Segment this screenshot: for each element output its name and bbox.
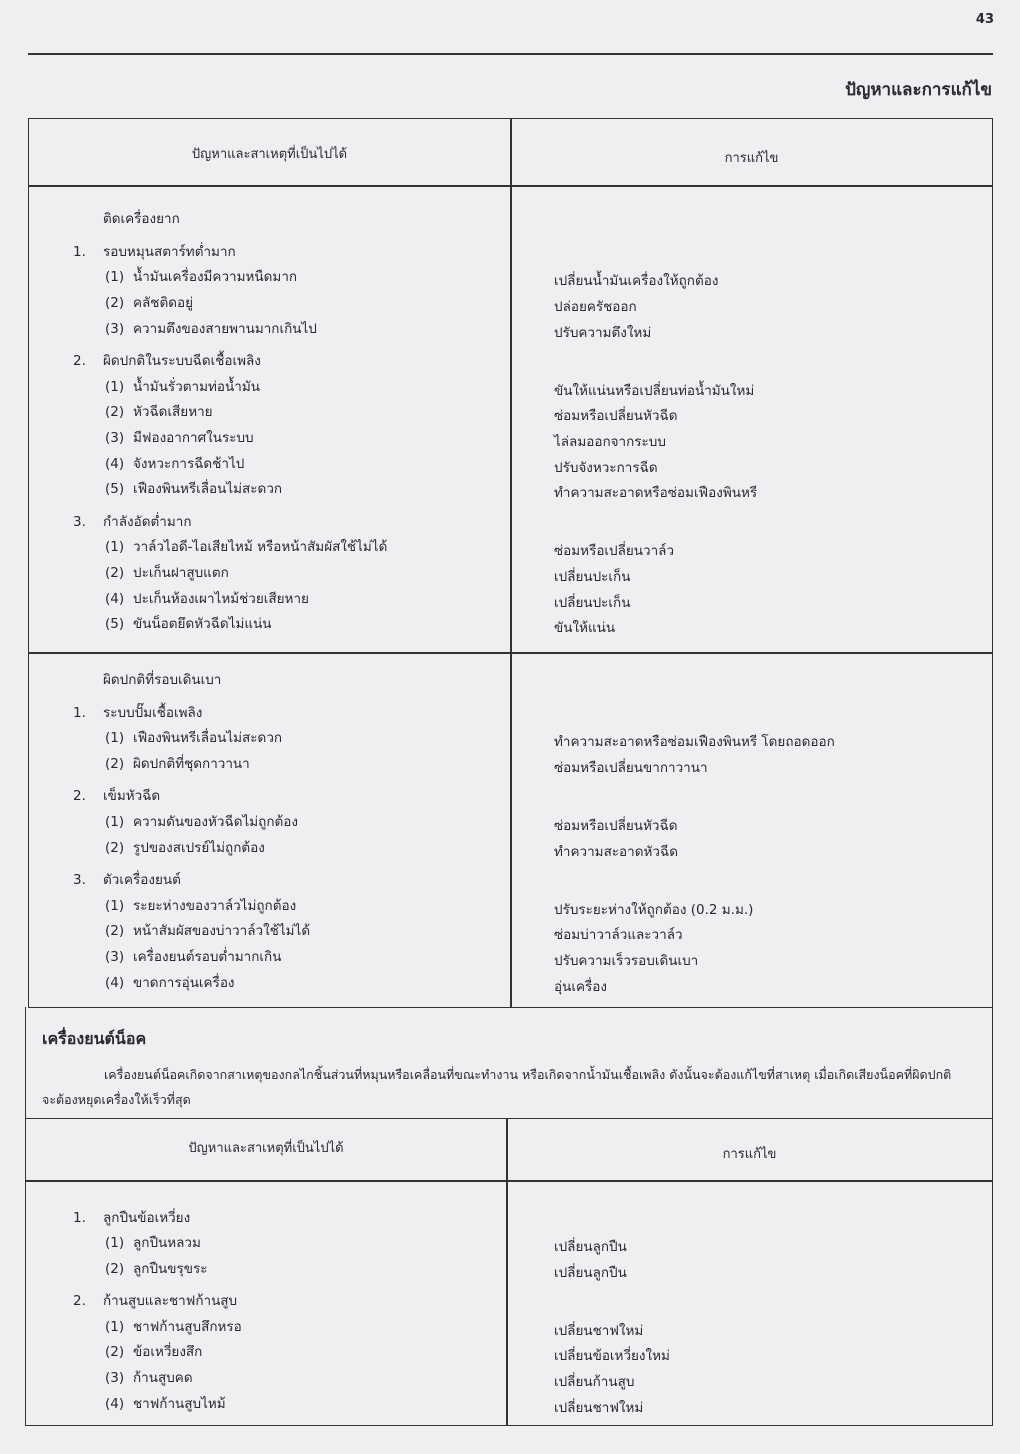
cause-row	[29, 810, 992, 836]
item-number: (3)	[105, 430, 125, 446]
cause-row	[29, 561, 992, 587]
fix-text: ซ่อมหรือเปลี่ยนหัวฉีด	[554, 408, 678, 425]
cause-row	[29, 426, 992, 452]
cause-category-row	[29, 701, 992, 727]
cause-row	[29, 477, 992, 503]
cause-text: เฟืองพินหรีเลื่อนไม่สะดวก	[133, 481, 283, 498]
page-number: 43	[975, 12, 994, 27]
cause-text: เครื่องยนต์รอบต่ำมากเกิน	[133, 948, 282, 965]
item-number: 1.	[73, 704, 86, 721]
header-cause: ปัญหาและสาเหตุที่เป็นไปได้	[188, 1141, 344, 1156]
item-number: 2.	[73, 352, 86, 369]
item-number: (4)	[105, 455, 125, 472]
cause-text: ผิดปกติที่ชุดกาวานา	[133, 756, 250, 773]
item-number: (2)	[105, 1344, 125, 1361]
cause-row	[29, 971, 992, 997]
item-number: (4)	[105, 974, 125, 991]
item-number: (1)	[105, 378, 125, 395]
cause-text: ข้อเหวี่ยงสึก	[133, 1344, 203, 1361]
cause-category-row	[29, 510, 992, 536]
cause-row	[29, 726, 992, 752]
fix-text: ขันให้แน่นหรือเปลี่ยนท่อน้ำมันใหม่	[554, 382, 755, 399]
fix-text: เปลี่ยนข้อเหวี่ยงใหม่	[554, 1348, 670, 1365]
cause-text: น้ำมันรั่วตามท่อน้ำมัน	[133, 378, 260, 395]
cause-text: รอบหมุนสตาร์ทต่ำมาก	[103, 243, 236, 260]
cause-row	[29, 1315, 992, 1341]
fix-text: เปลี่ยนน้ำมันเครื่องให้ถูกต้อง	[554, 273, 719, 290]
item-number: 1.	[73, 243, 86, 260]
cause-row	[29, 535, 992, 561]
fix-text: ซ่อมหรือเปลี่ยนวาล์ว	[554, 543, 675, 560]
item-number: (2)	[105, 923, 125, 940]
cause-text: จังหวะการฉีดช้าไป	[133, 455, 245, 472]
cause-text: มีฟองอากาศในระบบ	[133, 430, 254, 446]
header-rule	[28, 53, 993, 55]
header-cause: ปัญหาและสาเหตุที่เป็นไปได้	[191, 147, 348, 162]
header-divider	[29, 185, 992, 187]
fix-text: ปล่อยครัชออก	[554, 299, 637, 316]
item-number: (1)	[105, 897, 125, 914]
cause-row	[29, 587, 992, 613]
item-number: (5)	[105, 616, 125, 633]
fix-text: ขันให้แน่น	[554, 620, 616, 637]
cause-text: หน้าสัมผัสของบ่าวาล์วใช้ไม่ได้	[133, 923, 311, 940]
troubleshooting-table-2	[25, 1118, 993, 1426]
group-divider	[29, 652, 992, 654]
cause-row	[29, 612, 992, 638]
fix-text: เปลี่ยนลูกปืน	[554, 1264, 627, 1281]
cause-text: ปะเก็นฝาสูบแตก	[133, 564, 229, 581]
cause-text: ปะเก็นห้องเผาไหม้ช่วยเสียหาย	[133, 590, 309, 607]
section-paragraph: เครื่องยนต์น็อคเกิดจากสาเหตุของกลไกชิ้นส่วนที่หมุนหรือเคลื่อนที่ขณะทำงาน หรือเกิดจากน้ำมันเชื้อเพลิง ดังนั้นจะต้องแก้ไขที่สาเหตุ เมื่อเกิดเสียงน็อคที่ผิดปกติจะต้องหยุดเครื่องให้เร็วที่สุด	[42, 1067, 952, 1107]
cause-row	[29, 1257, 992, 1283]
cause-row	[29, 265, 992, 291]
cause-category-row	[29, 349, 992, 375]
cause-row	[29, 317, 992, 343]
cause-row	[29, 1340, 992, 1366]
fix-text: ซ่อมหรือเปลี่ยนขากาวานา	[554, 760, 708, 777]
cause-text: ผิดปกติที่รอบเดินเบา	[103, 672, 222, 688]
item-number: (1)	[105, 1318, 125, 1335]
fix-text: ซ่อมบ่าวาล์วและวาล์ว	[554, 927, 683, 944]
item-number: (2)	[105, 295, 125, 312]
item-number: (3)	[105, 948, 125, 965]
cause-row	[29, 752, 992, 778]
fix-text: ปรับความเร็วรอบเดินเบา	[554, 952, 699, 969]
item-number: (1)	[105, 1235, 125, 1252]
header-divider	[26, 1180, 992, 1182]
item-number: (4)	[105, 1395, 125, 1412]
cause-row	[29, 836, 992, 862]
cause-category-row	[29, 1206, 992, 1232]
cause-category-row	[29, 868, 992, 894]
cause-row	[29, 1366, 992, 1392]
item-number: 2.	[73, 788, 86, 805]
item-number: (4)	[105, 590, 125, 607]
group-heading-row	[29, 207, 992, 233]
cause-category-row	[29, 784, 992, 810]
fix-text: เปลี่ยนปะเก็น	[554, 568, 631, 585]
cause-text: ระบบปั๊มเชื้อเพลิง	[103, 704, 203, 721]
group-idle-fault	[29, 668, 992, 996]
cause-row	[29, 919, 992, 945]
cause-row	[29, 945, 992, 971]
fix-text: เปลี่ยนชาฟใหม่	[554, 1399, 644, 1416]
cause-row	[29, 1231, 992, 1257]
cause-text: คลัชติดอยู่	[133, 295, 194, 312]
item-number: (2)	[105, 404, 125, 421]
fix-text: ปรับระยะห่างให้ถูกต้อง (0.2 ม.ม.)	[554, 901, 754, 918]
item-number: 1.	[73, 1209, 86, 1226]
cause-text: ก้านสูบและชาฟก้านสูบ	[103, 1293, 238, 1310]
cause-row	[29, 1392, 992, 1418]
cause-text: เฟืองพินหรีเลื่อนไม่สะดวก	[133, 730, 283, 747]
cause-text: ลูกปืนข้อเหวี่ยง	[103, 1209, 191, 1226]
header-fix: การแก้ไข	[722, 1147, 777, 1162]
cause-text: ติดเครื่องยาก	[103, 211, 180, 227]
fix-text: ทำความสะอาดหรือซ่อมเฟืองพินหรี โดยถอดออก	[554, 734, 835, 751]
item-number: (3)	[105, 1370, 125, 1387]
cause-text: ลูกปืนขรุขระ	[133, 1260, 208, 1277]
cause-text: ผิดปกติในระบบฉีดเชื้อเพลิง	[103, 352, 261, 369]
item-number: 2.	[73, 1293, 86, 1310]
fix-text: เปลี่ยนชาฟใหม่	[554, 1322, 644, 1339]
cause-row	[29, 894, 992, 920]
item-number: (1)	[105, 813, 125, 830]
cause-row	[29, 452, 992, 478]
cause-text: ความตึงของสายพานมากเกินไป	[133, 320, 317, 337]
item-number: (2)	[105, 564, 125, 581]
item-number: (5)	[105, 481, 125, 498]
item-number: (1)	[105, 269, 125, 286]
item-number: (1)	[105, 730, 125, 747]
section-title: เครื่องยนต์น็อค	[42, 1029, 147, 1048]
fix-text: อุ่นเครื่อง	[554, 978, 607, 995]
cause-category-row	[29, 240, 992, 266]
item-number: (2)	[105, 1260, 125, 1277]
cause-text: ตัวเครื่องยนต์	[103, 871, 181, 888]
item-number: 3.	[73, 513, 86, 530]
fix-text: เปลี่ยนลูกปืน	[554, 1239, 627, 1256]
header-fix: การแก้ไข	[724, 151, 779, 166]
cause-text: ความดันของหัวฉีดไม่ถูกต้อง	[133, 813, 298, 830]
cause-row	[29, 291, 992, 317]
cause-text: เข็มหัวฉีด	[103, 788, 161, 805]
cause-text: หัวฉีดเสียหาย	[133, 404, 213, 421]
page-title: ปัญหาและการแก้ไข	[845, 80, 992, 100]
fix-text: ไล่ลมออกจากระบบ	[554, 434, 666, 450]
item-number: 3.	[73, 871, 86, 888]
item-number: (3)	[105, 320, 125, 337]
cause-text: น้ำมันเครื่องมีความหนืดมาก	[133, 269, 298, 286]
fix-text: ซ่อมหรือเปลี่ยนหัวฉีด	[554, 817, 678, 834]
cause-text: ชาฟก้านสูบสึกหรอ	[133, 1318, 242, 1335]
fix-text: ทำความสะอาดหรือซ่อมเฟืองพินหรี	[554, 485, 758, 502]
cause-text: ขาดการอุ่นเครื่อง	[133, 974, 235, 991]
group-hard-start	[29, 207, 992, 638]
cause-text: วาล์วไอดี-ไอเสียไหม้ หรือหน้าสัมผัสใช้ไม่ได้	[133, 539, 388, 556]
cause-text: ระยะห่างของวาล์วไม่ถูกต้อง	[133, 897, 297, 914]
fix-text: เปลี่ยนปะเก็น	[554, 594, 631, 611]
cause-text: ลูกปืนหลวม	[133, 1235, 201, 1252]
group-knock-causes	[29, 1199, 992, 1418]
cause-row	[29, 400, 992, 426]
cause-text: กำลังอัดต่ำมาก	[103, 513, 192, 530]
fix-text: ปรับจังหวะการฉีด	[554, 459, 658, 476]
cause-row	[29, 375, 992, 401]
fix-text: ปรับความตึงใหม่	[554, 324, 652, 341]
cause-text: ขันน็อตยึดหัวฉีดไม่แน่น	[133, 616, 272, 633]
item-number: (2)	[105, 839, 125, 856]
cause-text: รูปของสเปรย์ไม่ถูกต้อง	[133, 839, 265, 856]
cause-text: ชาฟก้านสูบไหม้	[133, 1395, 226, 1412]
fix-text: ทำความสะอาดหัวฉีด	[554, 843, 678, 860]
fix-text: เปลี่ยนก้านสูบ	[554, 1374, 635, 1391]
troubleshooting-table-1	[28, 118, 993, 1008]
cause-text: ก้านสูบคด	[133, 1370, 193, 1387]
item-number: (2)	[105, 756, 125, 773]
group-heading-row	[29, 668, 992, 694]
cause-category-row	[29, 1289, 992, 1315]
item-number: (1)	[105, 539, 125, 556]
